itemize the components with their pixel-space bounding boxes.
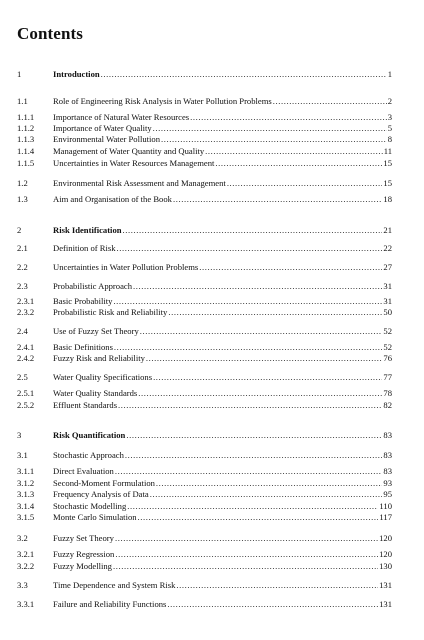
entry-page-number: 117 xyxy=(379,512,392,522)
entry-title: Direct Evaluation xyxy=(53,466,114,476)
entry-number: 1 xyxy=(17,69,22,79)
entry-title: Importance of Natural Water Resources xyxy=(53,112,190,122)
entry-page-number: 110 xyxy=(379,501,392,511)
entry-number: 3.2.1 xyxy=(17,549,35,559)
toc-section-entry xyxy=(17,326,392,337)
entry-number: 2 xyxy=(17,225,22,235)
toc-subsection-entry xyxy=(17,549,392,560)
toc-subsection-entry xyxy=(17,489,392,500)
entry-title: Importance of Water Quality xyxy=(53,123,152,133)
entry-number: 2.1 xyxy=(17,243,28,253)
entry-number: 2.5.1 xyxy=(17,388,35,398)
entry-page-number: 8 xyxy=(387,134,392,144)
entry-title: Uncertainties in Water Pollution Problems xyxy=(53,262,199,272)
dot-leader xyxy=(161,134,387,145)
toc-section-entry xyxy=(17,281,392,292)
toc-section-entry xyxy=(17,450,392,461)
toc-subsection-entry xyxy=(17,561,392,572)
entry-number: 1.1.5 xyxy=(17,158,35,168)
entry-number: 2.5 xyxy=(17,372,28,382)
toc-chapter-entry xyxy=(17,225,392,236)
entry-number: 3.1 xyxy=(17,450,28,460)
entry-title: Fuzzy Set Theory xyxy=(53,533,114,543)
entry-number: 1.1 xyxy=(17,96,28,106)
entry-page-number: 31 xyxy=(383,296,392,306)
entry-number: 3.1.2 xyxy=(17,478,35,488)
entry-title: Time Dependence and System Risk xyxy=(53,580,176,590)
dot-leader xyxy=(190,112,387,123)
entry-title: Management of Water Quantity and Quality xyxy=(53,146,205,156)
toc-subsection-entry xyxy=(17,146,392,157)
entry-title: Water Quality Standards xyxy=(53,388,138,398)
entry-title: Water Quality Specifications xyxy=(53,372,153,382)
dot-leader xyxy=(133,281,382,292)
page-title: Contents xyxy=(17,24,83,43)
entry-page-number: 82 xyxy=(383,400,392,410)
entry-title: Fuzzy Modelling xyxy=(53,561,112,571)
entry-number: 2.5.2 xyxy=(17,400,35,410)
toc-subsection-entry xyxy=(17,112,392,123)
entry-page-number: 52 xyxy=(383,326,392,336)
toc-section-entry xyxy=(17,194,392,205)
dot-leader xyxy=(127,501,378,512)
dot-leader xyxy=(150,489,383,500)
entry-page-number: 15 xyxy=(383,158,392,168)
dot-leader xyxy=(114,342,382,353)
dot-leader xyxy=(138,512,379,523)
dot-leader xyxy=(101,69,387,80)
toc-subsection-entry xyxy=(17,123,392,134)
entry-page-number: 83 xyxy=(383,466,392,476)
entry-page-number: 50 xyxy=(383,307,392,317)
entry-page-number: 3 xyxy=(387,112,392,122)
dot-leader xyxy=(273,96,387,107)
entry-number: 2.3.2 xyxy=(17,307,35,317)
toc-section-entry xyxy=(17,580,392,591)
entry-page-number: 120 xyxy=(379,549,392,559)
entry-title: Probabilistic Approach xyxy=(53,281,133,291)
toc-section-entry xyxy=(17,178,392,189)
entry-title: Definition of Risk xyxy=(53,243,116,253)
entry-page-number: 11 xyxy=(383,146,392,156)
entry-page-number: 77 xyxy=(383,372,392,382)
entry-page-number: 130 xyxy=(379,561,392,571)
entry-number: 3.3.1 xyxy=(17,599,35,609)
entry-number: 3.1.3 xyxy=(17,489,35,499)
entry-title: Risk Identification xyxy=(53,225,122,235)
dot-leader xyxy=(126,430,382,441)
entry-title: Environmental Risk Assessment and Management xyxy=(53,178,226,188)
entry-number: 3.1.4 xyxy=(17,501,35,511)
dot-leader xyxy=(125,450,383,461)
entry-page-number: 1 xyxy=(387,69,392,79)
dot-leader xyxy=(199,262,382,273)
entry-page-number: 76 xyxy=(383,353,392,363)
entry-number: 3.2 xyxy=(17,533,28,543)
dot-leader xyxy=(115,466,383,477)
entry-title: Introduction xyxy=(53,69,100,79)
toc-subsection-entry xyxy=(17,307,392,318)
toc-section-entry xyxy=(17,533,392,544)
entry-page-number: 27 xyxy=(383,262,392,272)
toc-subsection-entry xyxy=(17,501,392,512)
entry-page-number: 95 xyxy=(383,489,392,499)
entry-title: Fuzzy Regression xyxy=(53,549,115,559)
toc-subsection-entry xyxy=(17,134,392,145)
entry-number: 2.4 xyxy=(17,326,28,336)
dot-leader xyxy=(167,599,378,610)
toc-subsection-entry xyxy=(17,478,392,489)
toc-chapter-entry xyxy=(17,430,392,441)
entry-page-number: 18 xyxy=(383,194,392,204)
entry-page-number: 22 xyxy=(383,243,392,253)
toc-chapter-entry xyxy=(17,69,392,80)
entry-title: Fuzzy Risk and Reliability xyxy=(53,353,145,363)
dot-leader xyxy=(173,194,382,205)
toc-subsection-entry xyxy=(17,342,392,353)
entry-number: 1.3 xyxy=(17,194,28,204)
entry-title: Frequency Analysis of Data xyxy=(53,489,149,499)
entry-page-number: 31 xyxy=(383,281,392,291)
toc-subsection-entry xyxy=(17,400,392,411)
toc-subsection-entry xyxy=(17,599,392,610)
dot-leader xyxy=(153,372,382,383)
entry-page-number: 93 xyxy=(383,478,392,488)
entry-title: Risk Quantification xyxy=(53,430,126,440)
entry-title: Stochastic Modelling xyxy=(53,501,127,511)
toc-section-entry xyxy=(17,243,392,254)
entry-title: Aim and Organisation of the Book xyxy=(53,194,172,204)
entry-title: Probabilistic Risk and Reliability xyxy=(53,307,168,317)
entry-number: 3.1.1 xyxy=(17,466,35,476)
entry-number: 3.2.2 xyxy=(17,561,35,571)
dot-leader xyxy=(123,225,383,236)
entry-number: 1.1.4 xyxy=(17,146,35,156)
toc-section-entry xyxy=(17,372,392,383)
toc-subsection-entry xyxy=(17,296,392,307)
toc-subsection-entry xyxy=(17,466,392,477)
dot-leader xyxy=(140,326,383,337)
entry-title: Failure and Reliability Functions xyxy=(53,599,167,609)
entry-number: 2.3.1 xyxy=(17,296,35,306)
entry-page-number: 2 xyxy=(387,96,392,106)
entry-number: 1.2 xyxy=(17,178,28,188)
entry-page-number: 21 xyxy=(383,225,392,235)
dot-leader xyxy=(146,353,383,364)
entry-title: Use of Fuzzy Set Theory xyxy=(53,326,139,336)
entry-number: 3 xyxy=(17,430,22,440)
entry-title: Basic Probability xyxy=(53,296,113,306)
dot-leader xyxy=(153,123,387,134)
dot-leader xyxy=(117,243,383,254)
entry-number: 1.1.2 xyxy=(17,123,35,133)
dot-leader xyxy=(156,478,382,489)
toc-subsection-entry xyxy=(17,388,392,399)
entry-page-number: 15 xyxy=(383,178,392,188)
entry-page-number: 5 xyxy=(387,123,392,133)
dot-leader xyxy=(113,561,378,572)
entry-page-number: 120 xyxy=(379,533,392,543)
dot-leader xyxy=(168,307,382,318)
entry-number: 2.3 xyxy=(17,281,28,291)
toc-subsection-entry xyxy=(17,353,392,364)
entry-page-number: 131 xyxy=(379,580,392,590)
toc-section-entry xyxy=(17,96,392,107)
dot-leader xyxy=(227,178,383,189)
entry-title: Uncertainties in Water Resources Management xyxy=(53,158,215,168)
entry-number: 1.1.1 xyxy=(17,112,35,122)
entry-title: Second-Moment Formulation xyxy=(53,478,155,488)
toc-section-entry xyxy=(17,262,392,273)
dot-leader xyxy=(205,146,383,157)
dot-leader xyxy=(115,533,378,544)
dot-leader xyxy=(215,158,382,169)
toc-subsection-entry xyxy=(17,512,392,523)
entry-number: 2.4.1 xyxy=(17,342,35,352)
entry-number: 2.4.2 xyxy=(17,353,35,363)
entry-page-number: 83 xyxy=(383,450,392,460)
entry-number: 1.1.3 xyxy=(17,134,35,144)
dot-leader xyxy=(115,549,378,560)
dot-leader xyxy=(176,580,378,591)
entry-page-number: 83 xyxy=(383,430,392,440)
entry-page-number: 131 xyxy=(379,599,392,609)
dot-leader xyxy=(118,400,382,411)
entry-title: Monte Carlo Simulation xyxy=(53,512,137,522)
entry-title: Stochastic Approach xyxy=(53,450,124,460)
entry-number: 3.3 xyxy=(17,580,28,590)
entry-title: Role of Engineering Risk Analysis in Water Pollution Problems xyxy=(53,96,272,106)
entry-page-number: 52 xyxy=(383,342,392,352)
entry-title: Environmental Water Pollution xyxy=(53,134,161,144)
toc-subsection-entry xyxy=(17,158,392,169)
entry-title: Basic Definitions xyxy=(53,342,113,352)
entry-number: 2.2 xyxy=(17,262,28,272)
dot-leader xyxy=(138,388,382,399)
entry-number: 3.1.5 xyxy=(17,512,35,522)
dot-leader xyxy=(113,296,382,307)
entry-page-number: 78 xyxy=(383,388,392,398)
entry-title: Effluent Standards xyxy=(53,400,118,410)
